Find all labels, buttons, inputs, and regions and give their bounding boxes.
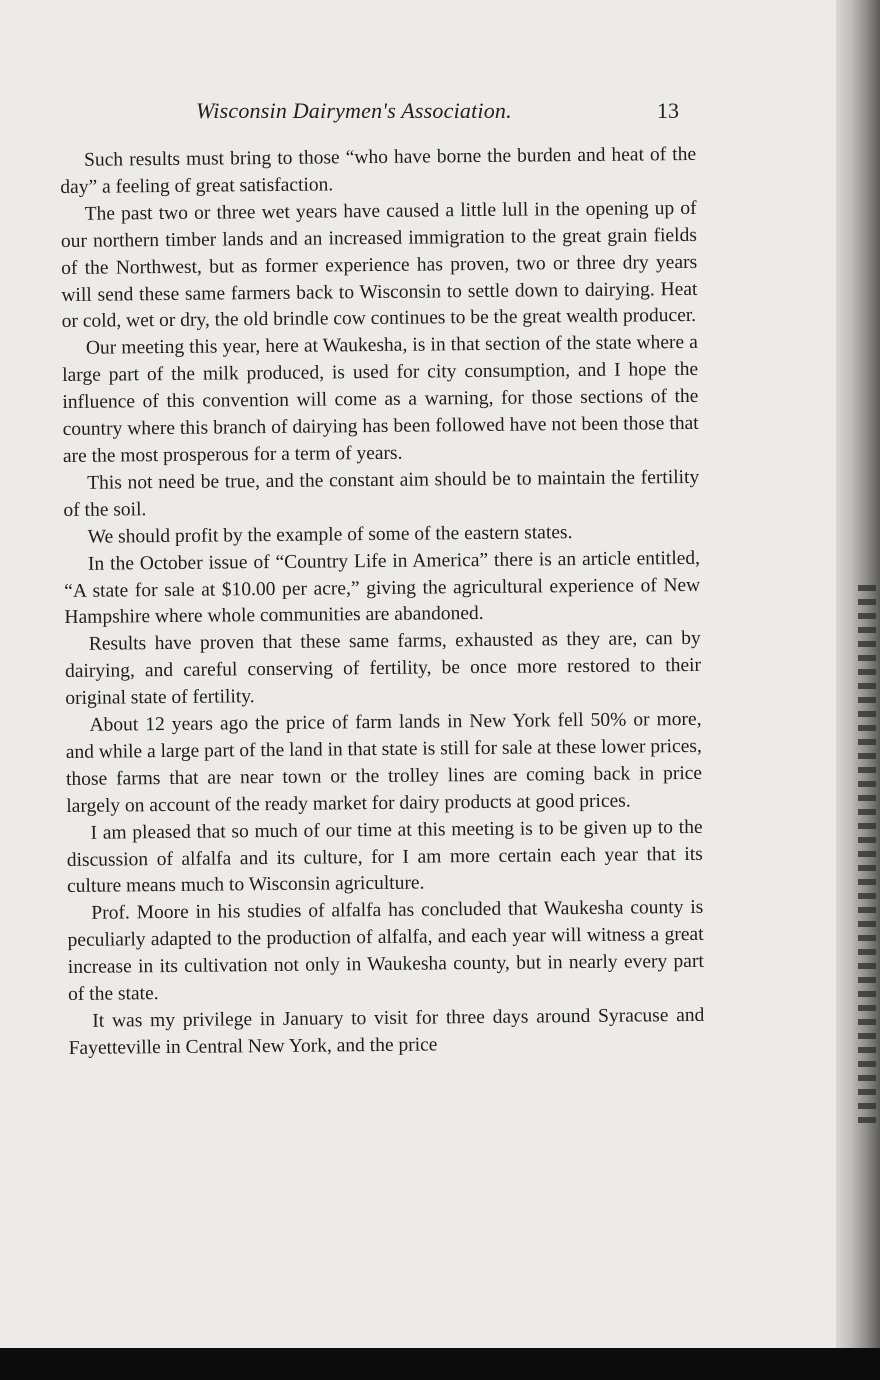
paragraph: In the October issue of “Country Life in America” there is an article entitled, “A state for sale at $10.00 per acre,” giving the agricultural experience of New Hampshire where whole communities are abandoned. [64, 547, 701, 629]
scan-bottom-border [0, 1348, 880, 1380]
spine-binding-marks [858, 585, 876, 1125]
running-title: Wisconsin Dairymen's Association. [196, 98, 512, 123]
paragraph: This not need be true, and the constant aim should be to maintain the fertility of the soil. [63, 466, 700, 521]
body-text [60, 142, 705, 1063]
paragraph: It was my privilege in January to visit for three days around Syracuse and Fayetteville in Central New York, and the price [68, 1004, 705, 1059]
page-number: 13 [657, 98, 679, 123]
paragraph: Such results must bring to those “who have borne the burden and heat of the day” a feeling of great satisfaction. [60, 143, 697, 198]
paragraph: I am pleased that so much of our time at this meeting is to be given up to the discussion of alfalfa and its culture, for I am more certain each year that its culture means much to Wisconsin agriculture. [66, 816, 703, 898]
paragraph: Prof. Moore in his studies of alfalfa has concluded that Waukesha county is peculiarly adapted to the production of alfalfa, and each year will witness a great increase in its cultivation not only in Waukesha county, but in nearly every part of the state. [67, 897, 704, 1006]
paragraph: Our meeting this year, here at Waukesha, is in that section of the state where a large part of the milk produced, is used for city consumption, and I hope the influence of this convention will come as a warning, for those sections of the country where this branch of dairying has been followed have not been those that are the most prosperous for a term of years. [62, 332, 699, 467]
page-header [0, 98, 862, 130]
paragraph: The past two or three wet years have caused a little lull in the opening up of our northern timber lands and an increased immigration to the great grain fields of the Northwest, but as former experience has proven, two or three dry years will send these same farmers back to Wisconsin to settle down to dairying. Heat or cold, wet or dry, the old brindle cow continues to be the great wealth producer. [60, 197, 698, 333]
paragraph: We should profit by the example of some of the eastern states. [87, 521, 573, 548]
paragraph: Results have proven that these same farms, exhausted as they are, can by dairying, and careful conserving of fertility, be once more restored to their original state of fertility. [64, 628, 702, 710]
paragraph: About 12 years ago the price of farm lands in New York fell 50% or more, and while a large part of the land in that state is still for sale at these lower prices, those farms that are near town or the trolley lines are coming back in price largely on account of the ready market for dairy products at good prices. [65, 708, 703, 817]
